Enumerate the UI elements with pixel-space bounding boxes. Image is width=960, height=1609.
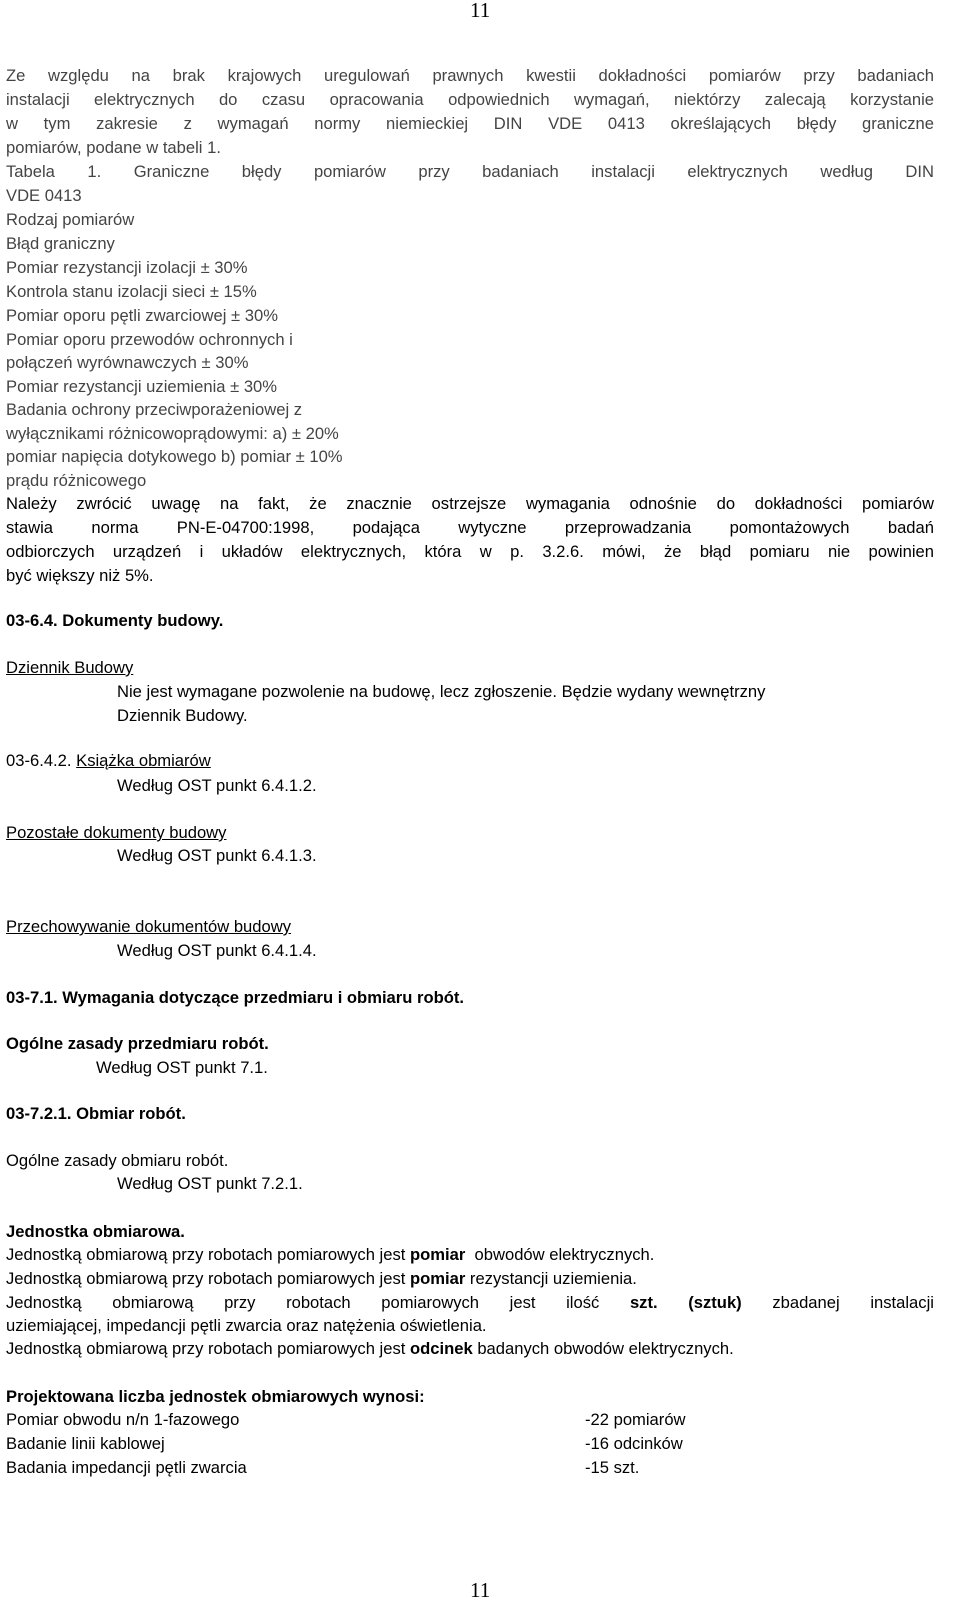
- projected-label: Badanie linii kablowej: [6, 1434, 165, 1453]
- units-word: robotach: [286, 1293, 351, 1312]
- projected-value: -16 odcinków: [585, 1434, 683, 1453]
- units-line-3: [6, 1293, 934, 1313]
- units-word: Jednostką: [6, 1293, 82, 1312]
- units-text: obwodów elektrycznych.: [465, 1245, 655, 1264]
- units-bold: (sztuk): [688, 1293, 742, 1312]
- units-word: przy: [224, 1293, 256, 1312]
- units-bold: szt.: [629, 1293, 658, 1312]
- units-line-1: [6, 1245, 654, 1265]
- units-text: Jednostką obmiarową przy robotach pomiarowych jest: [6, 1269, 410, 1288]
- obmiar-heading: 03-7.2.1. Obmiar robót.: [6, 1104, 186, 1123]
- ogolne-text: Według OST punkt 7.1.: [96, 1058, 268, 1077]
- note-paragraph: [6, 494, 934, 566]
- table-row: Pomiar oporu pętli zwarciowej ± 30%: [6, 306, 278, 325]
- intro-line: Ze względu na brak krajowych uregulowań prawnych kwestii dokładności pomiarów przy badaniach: [6, 66, 934, 85]
- units-word: obmiarową: [112, 1293, 194, 1312]
- units-line-3b: uziemiającej, impedancji pętli zwarcia oraz natężenia oświetlenia.: [6, 1316, 487, 1335]
- table-row: połączeń wyrównawczych ± 30%: [6, 353, 249, 372]
- table-row: pomiar napięcia dotykowego b) pomiar ± 10%: [6, 447, 343, 466]
- intro-line: instalacji elektrycznych do czasu opracowania odpowiednich wymagań, niektórzy zalecają korzystanie: [6, 90, 934, 109]
- table-row: Pomiar oporu przewodów ochronnych i: [6, 330, 293, 349]
- table-caption: [6, 162, 934, 186]
- projected-value: -15 szt.: [585, 1458, 640, 1477]
- page-number-bottom: 11: [470, 1578, 491, 1602]
- page-number-top: 11: [470, 0, 491, 22]
- note-line: stawia norma PN-E-04700:1998, podająca wytyczne przeprowadzania pomontażowych badań: [6, 518, 934, 537]
- table-row: prądu różnicowego: [6, 471, 147, 490]
- units-word: zbadanej: [772, 1293, 840, 1312]
- note-line-last: być większy niż 5%.: [6, 566, 154, 585]
- dziennik-text: Nie jest wymagane pozwolenie na budowę, lecz zgłoszenie. Będzie wydany wewnętrzny: [117, 682, 766, 701]
- przechowywanie-title: Przechowywanie dokumentów budowy: [6, 917, 292, 936]
- pozostale-title: Pozostałe dokumenty budowy: [6, 823, 227, 842]
- units-word: jest: [509, 1293, 536, 1312]
- units-word: instalacji: [870, 1293, 934, 1312]
- note-line: Należy zwrócić uwagę na fakt, że znacznie ostrzejsze wymagania odnośnie do dokładności pomiarów: [6, 494, 934, 513]
- units-text: Jednostką obmiarową przy robotach pomiarowych jest: [6, 1245, 410, 1264]
- dziennik-text: Dziennik Budowy.: [117, 706, 248, 725]
- units-text: rezystancji uziemienia.: [465, 1269, 637, 1288]
- table-header-type: Rodzaj pomiarów: [6, 210, 135, 229]
- ksiazka-heading: [6, 751, 211, 771]
- table-row: Pomiar rezystancji uziemienia ± 30%: [6, 377, 278, 396]
- units-heading: Jednostka obmiarowa.: [6, 1222, 185, 1241]
- dziennik-title: Dziennik Budowy: [6, 658, 134, 677]
- intro-line-last: pomiarów, podane w tabeli 1.: [6, 138, 221, 157]
- table-row: wyłącznikami różnicowoprądowymi: a) ± 20%: [6, 424, 339, 443]
- units-bold: pomiar: [409, 1245, 466, 1264]
- ksiazka-prefix: 03-6.4.2.: [6, 751, 77, 770]
- units-word: pomiarowych: [381, 1293, 480, 1312]
- projected-value: -22 pomiarów: [585, 1410, 686, 1429]
- table-row: Pomiar rezystancji izolacji ± 30%: [6, 258, 248, 277]
- ksiazka-title: Książka obmiarów: [76, 751, 211, 770]
- intro-paragraph: [6, 66, 934, 138]
- units-text: badanych obwodów elektrycznych.: [472, 1339, 734, 1358]
- projected-label: Badania impedancji pętli zwarcia: [6, 1458, 247, 1477]
- projected-heading: Projektowana liczba jednostek obmiarowych wynosi:: [6, 1387, 425, 1406]
- note-line: odbiorczych urządzeń i układów elektrycznych, która w p. 3.2.6. mówi, że błąd pomiaru nie powinien: [6, 542, 934, 561]
- table-caption-line: Tabela 1. Graniczne błędy pomiarów przy badaniach instalacji elektrycznych według DIN: [6, 162, 934, 181]
- docs-heading: 03-6.4. Dokumenty budowy.: [6, 611, 224, 630]
- units-bold: odcinek: [409, 1339, 473, 1358]
- ogolne-heading: Ogólne zasady przedmiaru robót.: [6, 1034, 269, 1053]
- table-caption-line2: VDE 0413: [6, 186, 82, 205]
- table-row: Kontrola stanu izolacji sieci ± 15%: [6, 282, 257, 301]
- intro-line: w tym zakresie z wymagań normy niemieckiej DIN VDE 0413 określających błędy graniczne: [6, 114, 934, 133]
- ksiazka-text: Według OST punkt 6.4.1.2.: [117, 776, 317, 795]
- measure-heading: 03-7.1. Wymagania dotyczące przedmiaru i obmiaru robót.: [6, 988, 464, 1007]
- obmiar-sub: Ogólne zasady obmiaru robót.: [6, 1151, 229, 1170]
- units-word: ilość: [566, 1293, 600, 1312]
- units-line-2: [6, 1269, 637, 1289]
- pozostale-text: Według OST punkt 6.4.1.3.: [117, 846, 317, 865]
- units-line-4: [6, 1339, 734, 1359]
- table-header-error: Błąd graniczny: [6, 234, 115, 253]
- przechowywanie-text: Według OST punkt 6.4.1.4.: [117, 941, 317, 960]
- units-bold: pomiar: [409, 1269, 466, 1288]
- table-row: Badania ochrony przeciwporażeniowej z: [6, 400, 303, 419]
- obmiar-text: Według OST punkt 7.2.1.: [117, 1174, 303, 1193]
- projected-label: Pomiar obwodu n/n 1-fazowego: [6, 1410, 240, 1429]
- units-text: Jednostką obmiarową przy robotach pomiarowych jest: [6, 1339, 410, 1358]
